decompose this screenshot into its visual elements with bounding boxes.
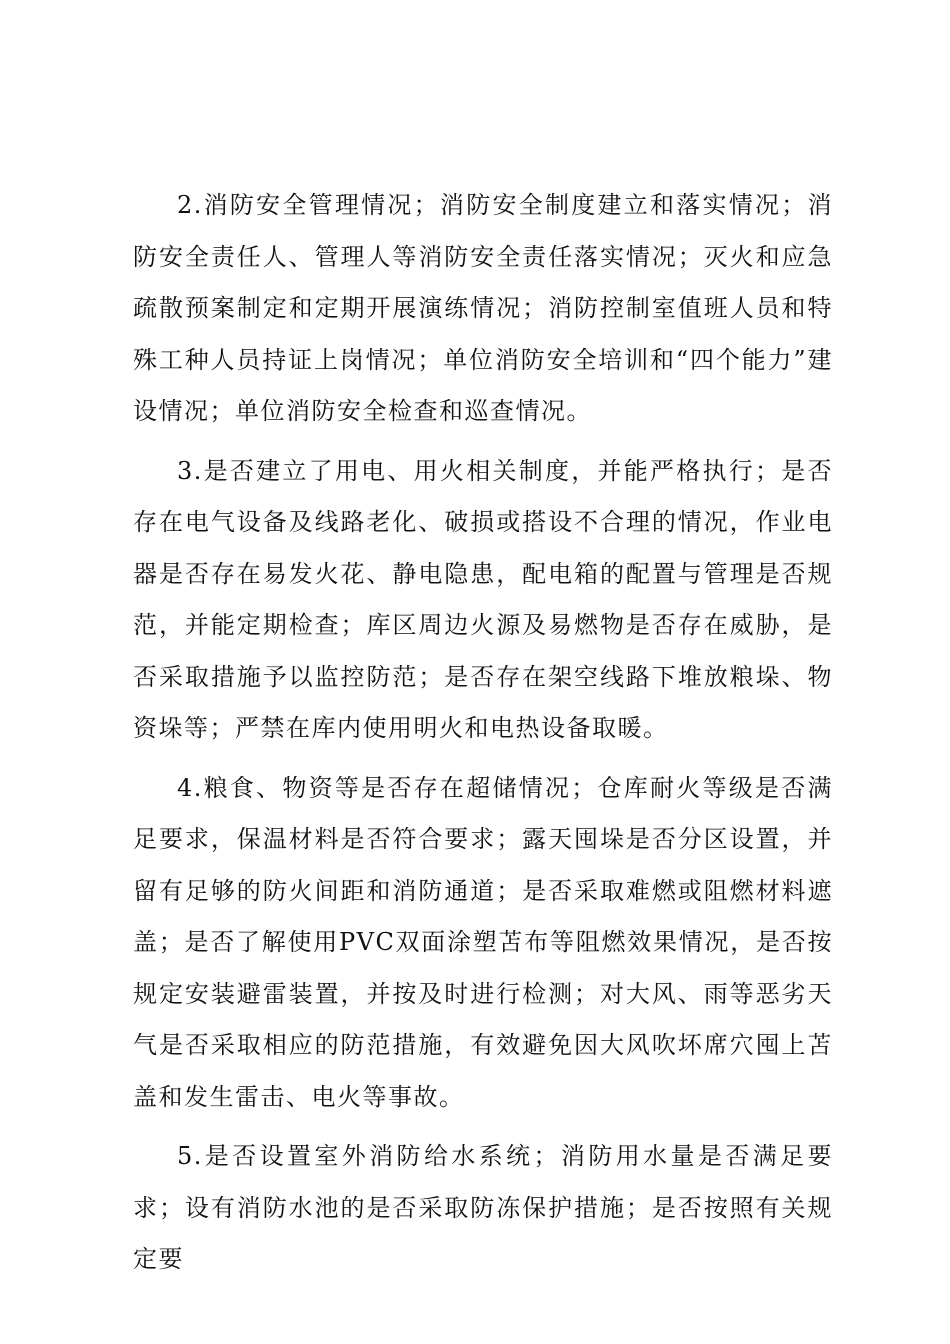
- document-body: [133, 180, 833, 1294]
- paragraph-item-2: 2.消防安全管理情况；消防安全制度建立和落实情况；消防安全责任人、管理人等消防安全责任落实情况；灭火和应急疏散预案制定和定期开展演练情况；消防控制室值班人员和特殊工种人员持证上岗情况；单位消防安全培训和“四个能力”建设情况；单位消防安全检查和巡查情况。: [133, 191, 833, 425]
- paragraph-item-5: 5.是否设置室外消防给水系统；消防用水量是否满足要求；设有消防水池的是否采取防冻保护措施；是否按照有关规定要: [133, 1142, 833, 1273]
- paragraph-item-3: 3.是否建立了用电、用火相关制度，并能严格执行；是否存在电气设备及线路老化、破损或搭设不合理的情况，作业电器是否存在易发火花、静电隐患，配电箱的配置与管理是否规范，并能定期检查；库区周边火源及易燃物是否存在威胁，是否采取措施予以监控防范；是否存在架空线路下堆放粮垛、物资垛等；严禁在库内使用明火和电热设备取暖。: [133, 456, 833, 742]
- paragraph-item-4: 4.粮食、物资等是否存在超储情况；仓库耐火等级是否满足要求，保温材料是否符合要求；露天囤垛是否分区设置，并留有足够的防火间距和消防通道；是否采取难燃或阻燃材料遮盖；是否了解使用PVC双面涂塑苫布等阻燃效果情况，是否按规定安装避雷装置，并按及时进行检测；对大风、雨等恶劣天气是否采取相应的防范措施，有效避免因大风吹坏席穴囤上苫盖和发生雷击、电火等事故。: [133, 773, 833, 1111]
